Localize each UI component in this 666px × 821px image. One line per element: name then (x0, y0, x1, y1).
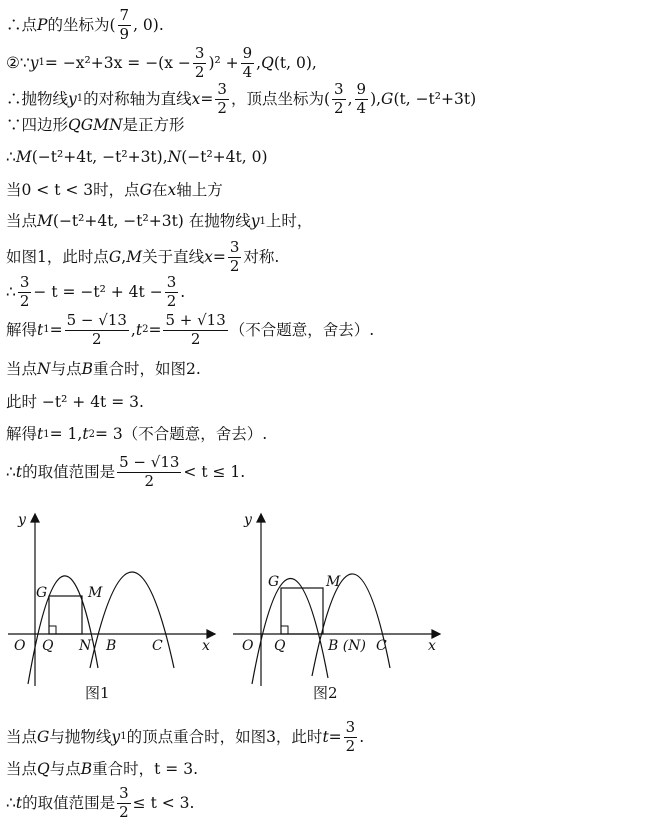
label-q: Q (274, 638, 286, 654)
solution-line-5: ∴ M (−t²+4t, −t²+3t), N (−t²+4t, 0) (6, 148, 268, 166)
solution-line-11: 当点 N 与点 B 重合时，如图2. (6, 360, 201, 378)
fraction: $\frac{3}{2}$ (217, 80, 227, 117)
y-axis-arrow (31, 514, 39, 522)
point-p: P (37, 15, 48, 34)
label-n: N (79, 638, 92, 654)
label-g: G (268, 574, 280, 590)
text: 的坐标为( (47, 15, 116, 34)
fraction: 9 4 (356, 80, 367, 117)
solution-line-10: 解得 t 1 = $\frac{5 - √13}{2}$ , t 2 = $\frac{5 + √13}{2}$ （不合题意，舍去）. (6, 311, 375, 348)
figure-2-graph (228, 508, 458, 708)
solution-line-13: 解得 t 1 = 1, t 2 = 3（不合题意，舍去）. (6, 425, 268, 443)
label-o: O (242, 638, 254, 654)
solution-line-6: 当0 < t < 3时，点 G 在 x 轴上方 (6, 181, 223, 199)
solution-line-14: ∴ t 的取值范围是 5 − √13 2 < t ≤ 1. (6, 453, 246, 490)
label-m: M (88, 585, 103, 601)
label-g: G (36, 585, 48, 601)
figure-1-caption: 图1 (85, 684, 110, 702)
label-b: B (106, 638, 117, 654)
fraction: $\frac{3}{2}$ (229, 238, 240, 275)
label-x: x (202, 638, 210, 654)
fraction: $\frac{3}{2}$ (166, 273, 177, 310)
fraction: 3 2 (334, 80, 344, 117)
fraction: $\frac{9}{4}$ (242, 44, 253, 81)
solution-line-2: ②∵ y 1 = −x²+3x = −(x − $\frac{3}{2}$ )² + $\frac{9}{4}$ , Q (t, 0), (6, 44, 317, 81)
fraction: 7 9 (119, 6, 130, 43)
right-angle-mark (49, 626, 56, 634)
label-m: M (326, 574, 341, 590)
figure-1-graph (0, 508, 230, 708)
y-axis-arrow (257, 514, 265, 522)
fraction: 5 − √13 2 (119, 453, 180, 490)
parabola-y2 (312, 574, 390, 676)
fraction: $\frac{5 + √13}{2}$ (165, 311, 226, 348)
parabola-y1 (252, 578, 328, 684)
solution-line-1 (6, 8, 164, 43)
solution-line-16: 当点 Q 与点 B 重合时，t = 3. (6, 760, 198, 778)
solution-line-7: 当点 M (−t²+4t, −t²+3t) 在抛物线 y 1 上时， (6, 212, 313, 230)
label-c: C (376, 638, 387, 654)
square-qgmn (49, 596, 82, 634)
fraction: $\frac{3}{2}$ (194, 44, 205, 81)
solution-line-15: 当点 G 与抛物线 y 1 的顶点重合时，如图3，此时 t = $\frac{3}{2}$ . (6, 718, 365, 755)
x-axis-arrow (432, 630, 440, 638)
fraction: $\frac{3}{2}$ (119, 784, 129, 821)
solution-line-12: 此时 −t² + 4t = 3. (6, 393, 144, 411)
figure-2-caption: 图2 (313, 684, 338, 702)
text: ∴点 (6, 15, 38, 34)
label-y: y (244, 512, 252, 528)
fraction: $\frac{5 - √13}{2}$ (66, 311, 127, 348)
solution-line-9: ∴ 3 2 − t = −t² + 4t − $\frac{3}{2}$ . (6, 273, 186, 310)
solution-line-3: ∴抛物线 y 1 的对称轴为直线 x = $\frac{3}{2}$ ，顶点坐标为( 3 2 , 9 4 ), G (t, −t²+3t) (6, 80, 477, 117)
fraction: 3 2 (19, 273, 30, 310)
label-c: C (152, 638, 163, 654)
solution-line-8: 如图1，此时点 G , M 关于直线 x = $\frac{3}{2}$ 对称. (6, 238, 280, 275)
fraction: $\frac{3}{2}$ (345, 718, 356, 755)
label-q: Q (42, 638, 54, 654)
label-b-n: B (N) (328, 638, 366, 654)
label-o: O (14, 638, 26, 654)
text: , 0). (133, 15, 164, 34)
x-axis-arrow (207, 630, 215, 638)
label-y: y (18, 512, 26, 528)
solution-line-4: ∵四边形 QGMN 是正方形 (6, 116, 185, 134)
solution-line-17: ∴ t 的取值范围是 $\frac{3}{2}$ ≤ t < 3. (6, 784, 195, 821)
right-angle-mark (281, 626, 288, 634)
label-x: x (428, 638, 436, 654)
